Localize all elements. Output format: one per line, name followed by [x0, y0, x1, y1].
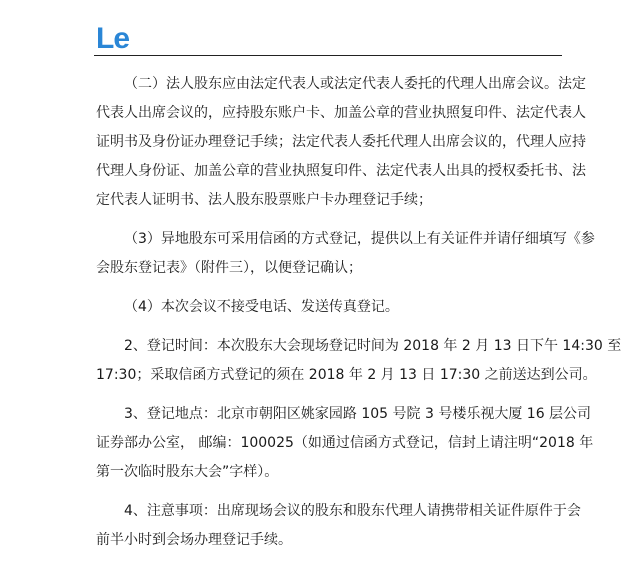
paragraph-registration-location [96, 400, 594, 487]
text-line: 17:30；采取信函方式登记的须在 2018 年 2 月 13 日 17:30 之前送达到公司。 [96, 367, 597, 383]
document-body [96, 70, 622, 565]
text-line: 代表人出席会议的，应持股东账户卡、加盖公章的营业执照复印件、法定代表人 [96, 105, 586, 121]
text-line: 证明书及身份证办理登记手续；法定代表人委托代理人出席会议的，代理人应持 [96, 134, 586, 150]
text-line: 前半小时到会场办理登记手续。 [96, 532, 292, 548]
text-line: 定代表人证明书、法人股东股票账户卡办理登记手续； [96, 192, 432, 208]
paragraph-notes [96, 497, 581, 555]
paragraph-no-phone-fax [96, 293, 562, 322]
text-line: 第一次临时股东大会”字样）。 [96, 464, 279, 480]
paragraph-registration-time [96, 332, 622, 390]
text-line: 会股东登记表》（附件三），以便登记确认； [96, 260, 362, 276]
text-line: 3、登记地点：北京市朝阳区姚家园路 105 号院 3 号楼乐视大厦 16 层公司 [124, 406, 592, 422]
text-line: （二）法人股东应由法定代表人或法定代表人委托的代理人出席会议。法定 [124, 76, 586, 92]
text-line: 4、注意事项：出席现场会议的股东和股东代理人请携带相关证件原件于会 [124, 503, 581, 519]
paragraph-remote-shareholders [96, 225, 595, 283]
header-divider [94, 55, 562, 56]
text-line: （3）异地股东可采用信函的方式登记，提供以上有关证件并请仔细填写《参 [124, 231, 595, 247]
text-line: （4）本次会议不接受电话、发送传真登记。 [124, 299, 399, 315]
text-line: 代理人身份证、加盖公章的营业执照复印件、法定代表人出具的授权委托书、法 [96, 163, 586, 179]
paragraph-legal-person-shareholders [96, 70, 586, 215]
letv-logo: Le [96, 22, 130, 55]
text-line: 证券部办公室， 邮编：100025（如通过信函方式登记，信封上请注明“2018 年 [96, 435, 594, 451]
text-line: 2、登记时间：本次股东大会现场登记时间为 2018 年 2 月 13 日下午 14:30 至 [124, 338, 622, 354]
